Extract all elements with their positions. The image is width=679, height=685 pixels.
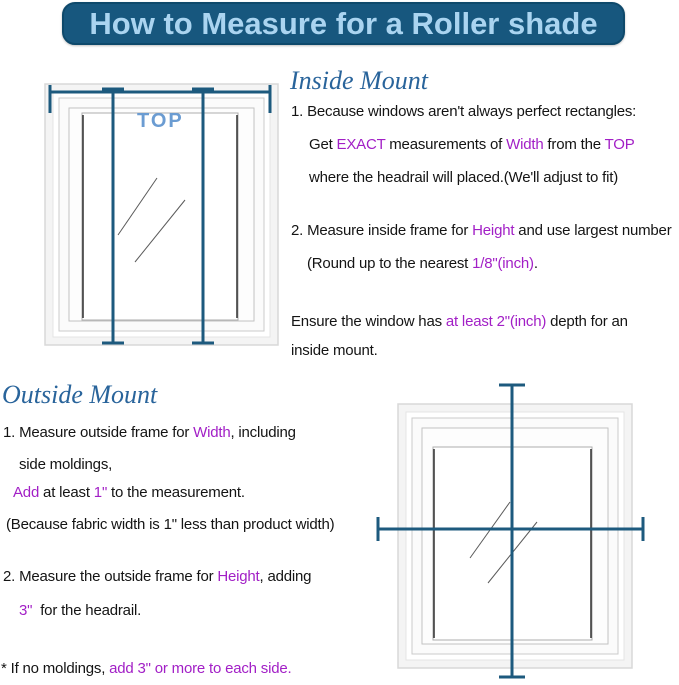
inside-step2-line1 xyxy=(291,221,672,241)
text-segment: , adding xyxy=(259,568,312,585)
text-segment: , including xyxy=(230,424,296,441)
text-segment: (Round up to the nearest xyxy=(307,255,473,272)
text-segment: measurements of xyxy=(385,136,507,153)
inside-note-line1 xyxy=(291,312,628,332)
inside-step1-line1 xyxy=(291,102,636,122)
highlight-height: Height xyxy=(217,568,260,585)
outside-step2-line1 xyxy=(3,567,311,587)
text-segment: for the headrail. xyxy=(32,602,142,619)
text-segment: side moldings, xyxy=(19,456,113,473)
highlight-width: Width xyxy=(506,136,544,153)
top-measurement-label: TOP xyxy=(137,110,184,132)
highlight-eighth-inch: 1/8"(inch) xyxy=(472,255,534,272)
highlight-add-three-each-side: add 3" or more to each side. xyxy=(109,660,292,677)
text-segment: (Because fabric width is 1" less than product width) xyxy=(6,516,335,533)
highlight-width: Width xyxy=(193,424,231,441)
text-segment: 1. Measure outside frame for xyxy=(3,424,194,441)
text-segment: . xyxy=(533,255,538,272)
inside-mount-heading: Inside Mount xyxy=(290,66,428,95)
outside-note-line xyxy=(1,659,291,679)
outside-step2-line2 xyxy=(19,601,141,621)
text-segment: 1. Because windows aren't always perfect rectangles: xyxy=(291,103,637,120)
text-segment: at least xyxy=(39,484,94,501)
text-segment: and use largest number xyxy=(514,222,672,239)
text-segment: where the headrail will placed.(We'll adjust to fit) xyxy=(309,169,619,186)
highlight-three-inch: 3" xyxy=(19,602,33,619)
inside-note-line2 xyxy=(291,341,378,361)
text-segment: to the measurement. xyxy=(107,484,245,501)
highlight-top: TOP xyxy=(604,136,635,153)
outside-step1-line2 xyxy=(19,455,112,475)
page-title: How to Measure for a Roller shade xyxy=(89,5,598,41)
outside-step1-line1 xyxy=(3,423,296,443)
highlight-one-inch: 1" xyxy=(93,484,108,501)
highlight-add: Add xyxy=(13,484,40,501)
inside-step1-line2 xyxy=(309,135,635,155)
inside-step1-line3 xyxy=(309,168,618,188)
outside-step1-line3 xyxy=(13,483,245,503)
text-segment: Get xyxy=(309,136,337,153)
text-segment: 2. Measure the outside frame for xyxy=(3,568,218,585)
highlight-two-inch-depth: at least 2"(inch) xyxy=(445,313,547,330)
title-banner xyxy=(62,2,625,45)
text-segment: depth for an xyxy=(546,313,628,330)
text-segment: 2. Measure inside frame for xyxy=(291,222,473,239)
text-segment: inside mount. xyxy=(291,342,378,359)
text-segment: from the xyxy=(543,136,605,153)
outside-mount-heading: Outside Mount xyxy=(2,380,158,409)
text-segment: * If no moldings, xyxy=(1,660,110,677)
text-segment: Ensure the window has xyxy=(291,313,446,330)
outside-mount-window-diagram xyxy=(368,373,656,685)
outside-step1-line4 xyxy=(6,515,334,535)
highlight-exact: EXACT xyxy=(336,136,386,153)
highlight-height: Height xyxy=(472,222,515,239)
inside-step2-line2 xyxy=(307,254,538,274)
